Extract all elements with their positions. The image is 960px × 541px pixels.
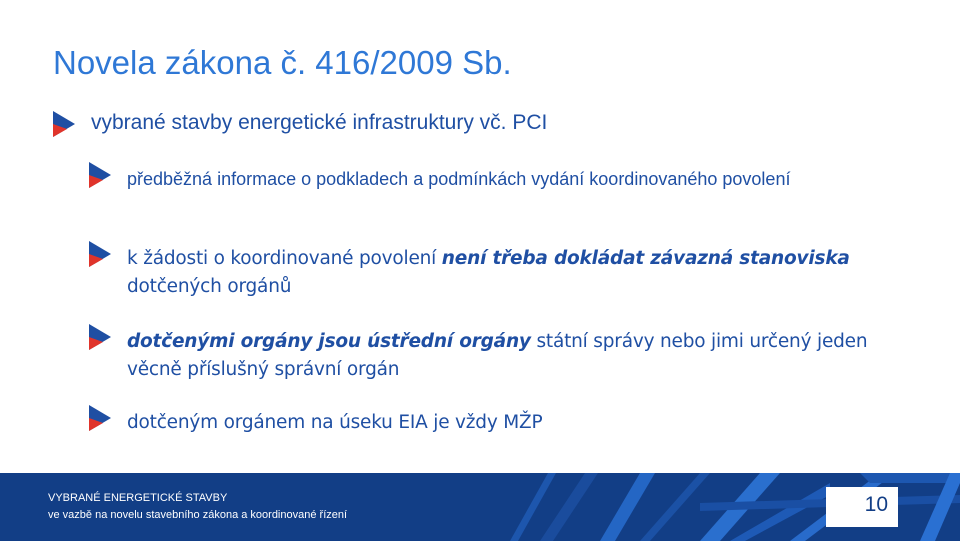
footer-bar xyxy=(0,473,960,541)
arrow-bullet-icon xyxy=(89,162,111,188)
sub-bullet-3-text xyxy=(127,328,917,384)
page-number: 10 xyxy=(864,493,888,516)
sub-bullet-4-text: dotčeným orgánem na úseku EIA je vždy MŽP xyxy=(127,412,543,433)
arrow-bullet-icon xyxy=(53,111,75,137)
footer-subtitle: ve vazbě na novelu stavebního zákona a koordinované řízení xyxy=(48,509,348,521)
sub-bullet-1-text: předběžná informace o podkladech a podmínkách vydání koordinovaného povolení xyxy=(127,169,791,189)
footer-decoration xyxy=(0,473,960,541)
sub-bullet-3-plain: státní správy nebo jimi určený jeden věcně příslušný správní orgán xyxy=(127,331,868,380)
sub-bullet-3-emphasis: dotčenými orgány jsou ústřední orgány xyxy=(127,331,531,352)
slide-title: Novela zákona č. 416/2009 Sb. xyxy=(53,44,512,81)
arrow-bullet-icon xyxy=(89,324,111,350)
sub-bullet-2-text xyxy=(127,245,917,301)
sub-bullet-2-plain: k žádosti o koordinované povolení xyxy=(127,248,442,269)
footer-title: VYBRANÉ ENERGETICKÉ STAVBY xyxy=(48,492,228,504)
arrow-bullet-icon xyxy=(89,241,111,267)
sub-bullet-2-plain-end: dotčených orgánů xyxy=(127,276,292,297)
sub-bullet-2-emphasis: není třeba dokládat závazná stanoviska xyxy=(441,248,850,269)
arrow-bullet-icon xyxy=(89,405,111,431)
main-bullet-text: vybrané stavby energetické infrastruktury vč. PCI xyxy=(91,111,548,134)
